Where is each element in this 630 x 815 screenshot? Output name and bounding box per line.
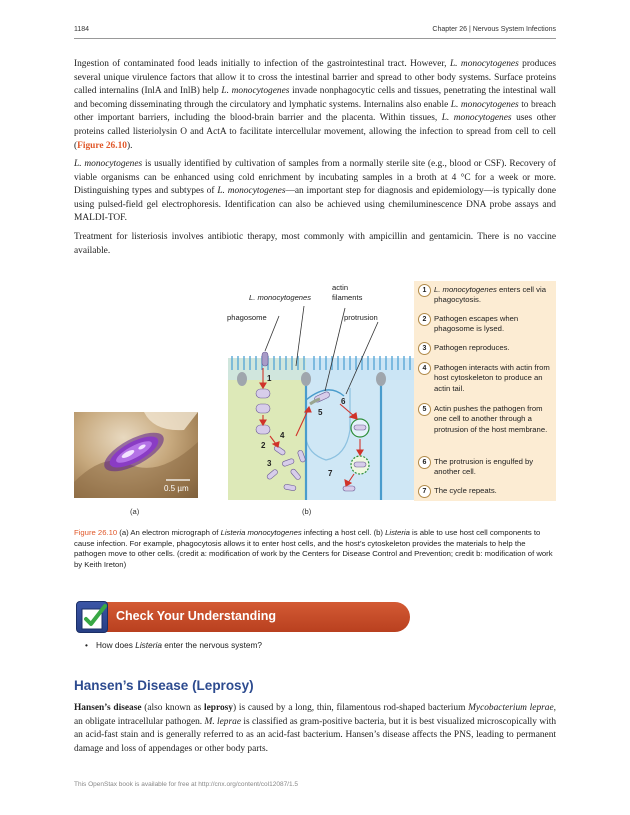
section-heading: Hansen’s Disease (Leprosy) xyxy=(74,678,254,693)
text-run: —an important step for diagnosis and epidemiology—is typically done using pulsed-field gel electrophoresis. Identification can also be achieved using chemiluminescence DNA probe assays and MALDI-TOF. xyxy=(74,186,556,224)
step-badge: 2 xyxy=(418,313,431,326)
bacterium-entering xyxy=(262,352,268,366)
step-7 xyxy=(418,486,552,496)
species-name: L. monocytogenes xyxy=(434,285,497,294)
steps-legend xyxy=(414,281,556,501)
label-actin-2: filaments xyxy=(332,293,363,302)
step-text: Pathogen reproduces. xyxy=(434,343,510,352)
text-run: , an obligate intracellular pathogen. xyxy=(74,703,556,727)
text-run: infecting a host cell. (b) xyxy=(301,528,386,537)
label-phagosome: phagosome xyxy=(227,313,267,322)
figure-caption xyxy=(74,528,556,570)
text-run: (also known as xyxy=(141,703,204,713)
panel-label-a: (a) xyxy=(130,507,140,516)
species-name: L. monocytogenes xyxy=(449,59,519,69)
species-name: M. leprae xyxy=(204,716,241,727)
species-name: Listeria monocytogenes xyxy=(220,528,302,537)
species-name: L. monocytogenes xyxy=(221,86,290,97)
paragraph-treatment: Treatment for listeriosis involves antibiotic therapy, most commonly with ampicillin and gentamicin. There is no vaccine available. xyxy=(74,232,556,256)
phagosome-bacterium xyxy=(256,389,270,398)
scale-bar-label: 0.5 µm xyxy=(164,484,189,493)
step-text: Actin pushes the pathogen from one cell to another through a protrusion of the host membrane. xyxy=(434,404,548,434)
running-header xyxy=(74,26,556,38)
electron-micrograph-image xyxy=(74,412,198,498)
page-number: 1184 xyxy=(74,26,90,33)
list-item xyxy=(96,640,262,650)
step-5 xyxy=(418,404,552,435)
page-footer: This OpenStax book is available for free at http://cnx.org/content/col12087/1.5 xyxy=(74,781,299,788)
step-2 xyxy=(418,314,552,335)
step-text: enters cell via phagocytosis. xyxy=(434,285,546,305)
text-run: is able to use host cell components to cause infection. For example, phagocytosis allows it to enter host cells, and the host’s cytoskeleton provides the materials to help the pathogen move to other cells. (credit a: modification of work by the Centers for Disease Control and Prevention; credit b: modification of work by Keith Ireton) xyxy=(74,528,553,569)
text-run: Ingestion of contaminated food leads initially to infection of the gastrointestinal tract. However, xyxy=(74,59,450,69)
caption-label: Figure 26.10 xyxy=(74,528,118,537)
banner-title: Check Your Understanding xyxy=(116,609,276,623)
genus-name: Listeria xyxy=(135,640,162,650)
text-run: uses other proteins called listeriolysin O and ActA to facilitate intercellular movement, allowing the infection to spread from cell to cell ( xyxy=(74,113,556,151)
species-name: Mycobacterium leprae xyxy=(468,703,554,713)
diagram-step-2: 2 xyxy=(261,441,266,450)
check-understanding-banner xyxy=(76,601,410,633)
paragraph-identification xyxy=(74,158,556,226)
species-name: L. monocytogenes xyxy=(441,113,512,124)
key-term: Hansen’s disease xyxy=(74,703,142,713)
listeria-infection-diagram xyxy=(226,278,416,500)
text-run: (a) An electron micrograph of xyxy=(117,528,221,537)
text-run: How does xyxy=(96,640,136,650)
diagram-step-7: 7 xyxy=(328,469,333,478)
step-3 xyxy=(418,343,552,353)
label-actin-1: actin xyxy=(332,283,349,292)
diagram-step-6: 6 xyxy=(341,397,346,406)
step-4 xyxy=(418,363,552,394)
question-list xyxy=(96,640,262,650)
text-run: invade nonphagocytic cells and tissues, penetrating the intestinal wall and becoming disseminating through the circulatory and lymphatic systems. Internalins also enable xyxy=(74,86,556,110)
paragraph-hansens xyxy=(74,702,556,756)
step-badge: 7 xyxy=(418,485,431,498)
key-term: leprosy xyxy=(204,703,233,713)
diagram-step-1: 1 xyxy=(267,374,272,383)
text-run: ). xyxy=(126,140,133,151)
step-badge: 6 xyxy=(418,456,431,469)
figure-link[interactable]: Figure 26.10 xyxy=(77,140,127,151)
text-run: produces several unique virulence factors that allow it to cross the intestinal barrier and spread to other body systems. Surface proteins called internalins (InlA and InlB) help xyxy=(74,59,557,97)
species-name: L. monocytogenes xyxy=(217,186,286,197)
checkbox-check-icon xyxy=(76,601,108,633)
label-protrusion: protrusion xyxy=(344,313,378,322)
figure-26-10 xyxy=(74,278,558,523)
step-badge: 1 xyxy=(418,284,431,297)
junction-protein xyxy=(237,372,247,386)
diagram-step-3: 3 xyxy=(267,459,272,468)
text-run: enter the nervous system? xyxy=(161,640,263,650)
species-name: L. monocytogenes xyxy=(74,159,143,169)
step-badge: 3 xyxy=(418,342,431,355)
header-rule xyxy=(74,38,556,39)
text-run: is classified as gram-positive bacteria, but it is best visualized microscopically with an acid-fast stain and is generally referred to as an acid-fast bacterium. Hansen’s disease affects the PNS, leading to permanent damage and loss of appendages or other body parts. xyxy=(74,716,557,754)
step-text: Pathogen interacts with actin from host cytoskeleton to produce an actin tail. xyxy=(434,363,550,393)
step-text: The protrusion is engulfed by another cell. xyxy=(434,457,534,477)
junction-protein xyxy=(301,372,311,386)
text-run: ) is caused by a long, thin, filamentous rod-shaped bacterium xyxy=(233,703,469,713)
step-badge: 5 xyxy=(418,403,431,416)
chapter-title: Chapter 26 | Nervous System Infections xyxy=(432,26,556,33)
diagram-step-4: 4 xyxy=(280,431,285,440)
species-name: L. monocytogenes xyxy=(450,99,519,110)
step-6 xyxy=(418,457,552,478)
step-1 xyxy=(418,285,552,306)
diagram-step-5: 5 xyxy=(318,408,323,417)
panel-label-b: (b) xyxy=(302,507,312,516)
step-text: Pathogen escapes when phagosome is lysed. xyxy=(434,314,519,334)
step-badge: 4 xyxy=(418,362,431,375)
step-text: The cycle repeats. xyxy=(434,486,497,495)
label-organism: L. monocytogenes xyxy=(249,293,312,302)
diagram-drawing xyxy=(226,278,416,500)
text-run: to breach other important barriers, including the blood-brain barrier and the placenta. Within tissues, xyxy=(74,99,556,124)
paragraph-virulence xyxy=(74,58,556,153)
junction-protein xyxy=(376,372,386,386)
species-name: Listeria xyxy=(385,528,410,537)
text-run: is usually identified by cultivation of samples from a normally sterile site (e.g., blood or CSF). Recovery of viable organisms can be enhanced using cold enrichment by incubating samples in a broth at 4 °C for a week or more. Distinguishing types and subtypes of xyxy=(74,159,556,197)
